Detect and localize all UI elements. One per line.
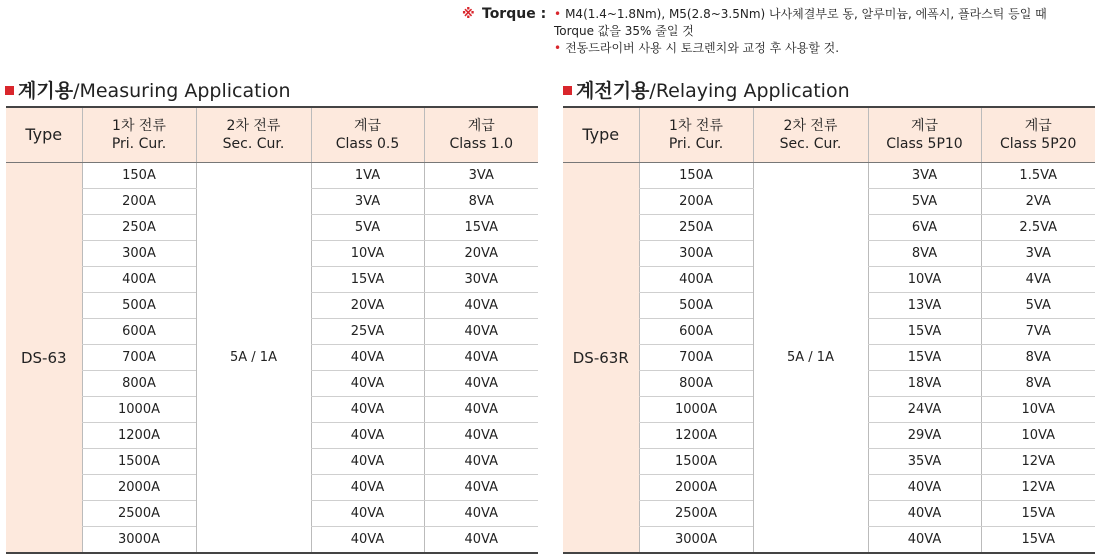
- table-row: [6, 163, 538, 189]
- class-cell-2: 15VA: [981, 501, 1095, 527]
- primary-current-cell: 200A: [82, 189, 196, 215]
- primary-current-cell: 200A: [639, 189, 753, 215]
- class-cell-1: 40VA: [311, 449, 424, 475]
- red-square-icon: [563, 86, 572, 95]
- primary-current-cell: 600A: [639, 319, 753, 345]
- column-header: [753, 107, 868, 163]
- class-cell-2: 2.5VA: [981, 215, 1095, 241]
- type-cell: DS-63: [6, 163, 82, 554]
- torque-note-line-1: M4(1.4~1.8Nm), M5(2.8~3.5Nm) 나사체결부로 동, 알루미늄, 에폭시, 플라스틱 등일 때: [565, 7, 1047, 21]
- class-cell-2: 12VA: [981, 449, 1095, 475]
- primary-current-cell: 1000A: [82, 397, 196, 423]
- type-cell: DS-63R: [563, 163, 639, 554]
- class-cell-1: 15VA: [868, 345, 981, 371]
- class-cell-1: 20VA: [311, 293, 424, 319]
- torque-note-row-1: [462, 6, 1074, 23]
- class-cell-2: 7VA: [981, 319, 1095, 345]
- class-cell-1: 35VA: [868, 449, 981, 475]
- class-cell-2: 20VA: [424, 241, 538, 267]
- class-cell-1: 40VA: [311, 345, 424, 371]
- primary-current-cell: 250A: [82, 215, 196, 241]
- primary-current-cell: 500A: [82, 293, 196, 319]
- secondary-current-cell: 5A / 1A: [753, 163, 868, 554]
- column-header: [868, 107, 981, 163]
- primary-current-cell: 1200A: [82, 423, 196, 449]
- header-row: [6, 107, 538, 163]
- column-header: [196, 107, 311, 163]
- column-header-en: Sec. Cur.: [779, 136, 842, 152]
- primary-current-cell: 3000A: [639, 527, 753, 554]
- column-header-en: Type: [25, 125, 63, 144]
- torque-note-row-2: [462, 40, 1074, 57]
- class-cell-1: 40VA: [311, 501, 424, 527]
- measuring-title: [5, 76, 291, 103]
- relaying-title-en: Relaying Application: [655, 80, 850, 102]
- class-cell-1: 40VA: [868, 475, 981, 501]
- class-cell-2: 8VA: [424, 189, 538, 215]
- torque-note-row-1b: [462, 23, 1074, 40]
- relaying-table: [563, 106, 1095, 554]
- primary-current-cell: 400A: [639, 267, 753, 293]
- class-cell-2: 1.5VA: [981, 163, 1095, 189]
- class-cell-1: 40VA: [868, 501, 981, 527]
- class-cell-2: 40VA: [424, 345, 538, 371]
- primary-current-cell: 800A: [639, 371, 753, 397]
- measuring-table: [6, 106, 538, 554]
- column-header-en: Type: [582, 125, 620, 144]
- bullet-icon: •: [554, 7, 562, 21]
- measuring-title-en: Measuring Application: [79, 80, 291, 102]
- column-header-en: Pri. Cur.: [111, 136, 167, 152]
- class-cell-1: 24VA: [868, 397, 981, 423]
- column-header-ko: 계급: [353, 118, 382, 134]
- primary-current-cell: 2000A: [639, 475, 753, 501]
- column-header-ko: 1차 전류: [112, 118, 166, 134]
- column-header-en: Class 5P20: [1000, 136, 1077, 152]
- column-header-ko: 계급: [910, 118, 939, 134]
- class-cell-1: 18VA: [868, 371, 981, 397]
- primary-current-cell: 500A: [639, 293, 753, 319]
- class-cell-1: 10VA: [868, 267, 981, 293]
- primary-current-cell: 300A: [82, 241, 196, 267]
- class-cell-2: 4VA: [981, 267, 1095, 293]
- class-cell-2: 5VA: [981, 293, 1095, 319]
- header-row: [563, 107, 1095, 163]
- column-header: [563, 107, 639, 163]
- primary-current-cell: 1000A: [639, 397, 753, 423]
- class-cell-1: 5VA: [311, 215, 424, 241]
- primary-current-cell: 400A: [82, 267, 196, 293]
- class-cell-2: 15VA: [981, 527, 1095, 554]
- class-cell-1: 8VA: [868, 241, 981, 267]
- red-square-icon: [5, 86, 14, 95]
- class-cell-1: 10VA: [311, 241, 424, 267]
- column-header: [311, 107, 424, 163]
- class-cell-2: 40VA: [424, 293, 538, 319]
- class-cell-1: 1VA: [311, 163, 424, 189]
- class-cell-1: 3VA: [868, 163, 981, 189]
- torque-note: [462, 6, 1074, 57]
- primary-current-cell: 1500A: [82, 449, 196, 475]
- class-cell-2: 40VA: [424, 475, 538, 501]
- class-cell-2: 3VA: [424, 163, 538, 189]
- primary-current-cell: 1200A: [639, 423, 753, 449]
- measuring-title-sep: /: [73, 80, 80, 102]
- torque-note-line-2: 전동드라이버 사용 시 토크렌치와 교정 후 사용할 것.: [565, 41, 840, 55]
- class-cell-2: 10VA: [981, 423, 1095, 449]
- reference-mark-icon: ※: [462, 7, 475, 22]
- class-cell-1: 15VA: [868, 319, 981, 345]
- class-cell-1: 15VA: [311, 267, 424, 293]
- measuring-title-ko: 계기용: [18, 80, 74, 102]
- class-cell-2: 30VA: [424, 267, 538, 293]
- torque-label: Torque :: [482, 6, 547, 22]
- class-cell-2: 40VA: [424, 371, 538, 397]
- class-cell-2: 40VA: [424, 449, 538, 475]
- class-cell-1: 40VA: [311, 371, 424, 397]
- primary-current-cell: 600A: [82, 319, 196, 345]
- class-cell-1: 5VA: [868, 189, 981, 215]
- class-cell-1: 13VA: [868, 293, 981, 319]
- primary-current-cell: 150A: [82, 163, 196, 189]
- column-header-en: Sec. Cur.: [222, 136, 285, 152]
- column-header-en: Class 0.5: [335, 136, 400, 152]
- primary-current-cell: 2000A: [82, 475, 196, 501]
- primary-current-cell: 700A: [639, 345, 753, 371]
- primary-current-cell: 150A: [639, 163, 753, 189]
- relaying-title-sep: /: [649, 80, 656, 102]
- class-cell-2: 40VA: [424, 423, 538, 449]
- primary-current-cell: 2500A: [639, 501, 753, 527]
- class-cell-2: 40VA: [424, 319, 538, 345]
- primary-current-cell: 700A: [82, 345, 196, 371]
- relaying-title-ko: 계전기용: [576, 80, 650, 102]
- column-header-en: Class 1.0: [449, 136, 514, 152]
- class-cell-2: 10VA: [981, 397, 1095, 423]
- class-cell-1: 3VA: [311, 189, 424, 215]
- column-header: [82, 107, 196, 163]
- column-header-ko: 2차 전류: [226, 118, 281, 134]
- column-header-ko: 1차 전류: [669, 118, 723, 134]
- class-cell-1: 40VA: [868, 527, 981, 554]
- class-cell-2: 40VA: [424, 527, 538, 554]
- column-header: [6, 107, 82, 163]
- primary-current-cell: 3000A: [82, 527, 196, 554]
- class-cell-2: 40VA: [424, 397, 538, 423]
- class-cell-2: 8VA: [981, 371, 1095, 397]
- class-cell-1: 40VA: [311, 397, 424, 423]
- column-header-ko: 2차 전류: [783, 118, 838, 134]
- table-row: [563, 163, 1095, 189]
- class-cell-1: 40VA: [311, 527, 424, 554]
- class-cell-1: 6VA: [868, 215, 981, 241]
- column-header-ko: 계급: [467, 118, 495, 134]
- column-header-en: Pri. Cur.: [668, 136, 724, 152]
- bullet-icon: •: [554, 41, 562, 55]
- column-header: [639, 107, 753, 163]
- class-cell-1: 40VA: [311, 475, 424, 501]
- class-cell-2: 2VA: [981, 189, 1095, 215]
- class-cell-1: 25VA: [311, 319, 424, 345]
- column-header: [424, 107, 538, 163]
- secondary-current-cell: 5A / 1A: [196, 163, 311, 554]
- primary-current-cell: 800A: [82, 371, 196, 397]
- class-cell-1: 29VA: [868, 423, 981, 449]
- class-cell-2: 3VA: [981, 241, 1095, 267]
- torque-note-text-1: [554, 6, 1074, 23]
- torque-note-line-1b: Torque 값을 35% 줄일 것: [554, 24, 694, 38]
- column-header-en: Class 5P10: [886, 136, 963, 152]
- relaying-title: [563, 76, 850, 103]
- class-cell-2: 12VA: [981, 475, 1095, 501]
- class-cell-1: 40VA: [311, 423, 424, 449]
- column-header-ko: 계급: [1024, 118, 1052, 134]
- primary-current-cell: 250A: [639, 215, 753, 241]
- column-header: [981, 107, 1095, 163]
- class-cell-2: 40VA: [424, 501, 538, 527]
- primary-current-cell: 300A: [639, 241, 753, 267]
- primary-current-cell: 2500A: [82, 501, 196, 527]
- class-cell-2: 15VA: [424, 215, 538, 241]
- primary-current-cell: 1500A: [639, 449, 753, 475]
- class-cell-2: 8VA: [981, 345, 1095, 371]
